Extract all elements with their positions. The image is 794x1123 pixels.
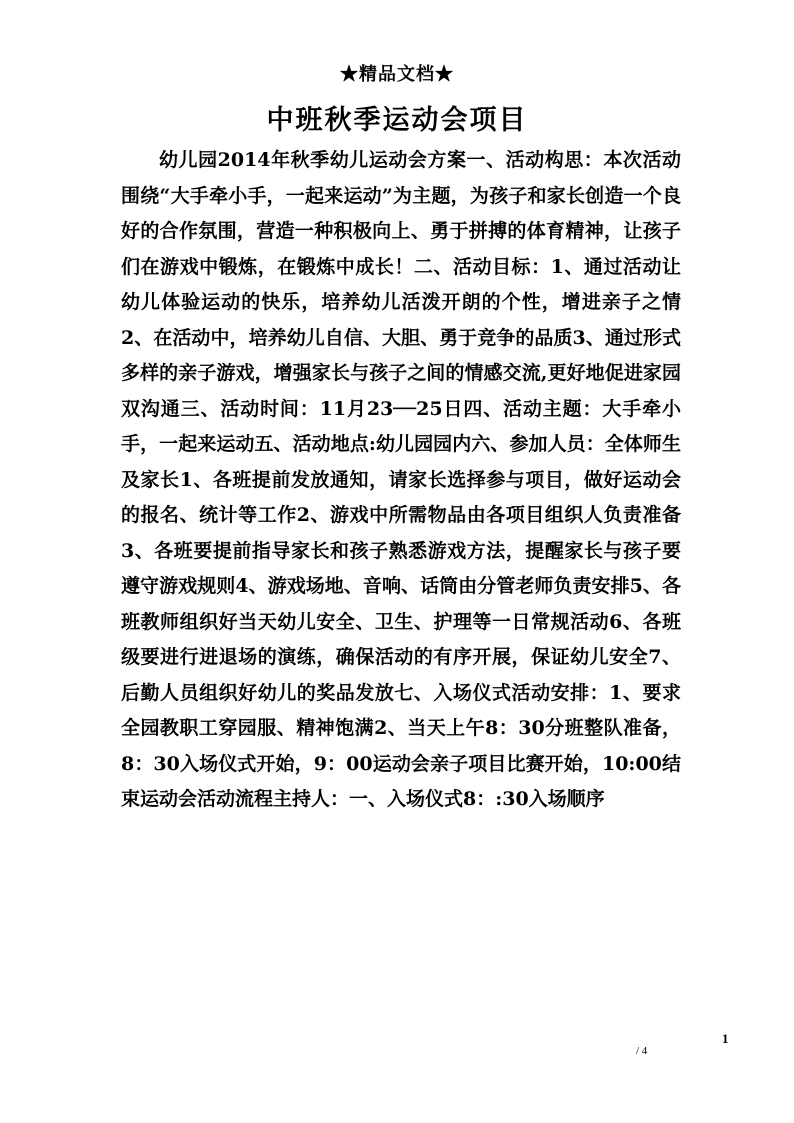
document-body: 幼儿园2014年秋季幼儿运动会方案一、活动构思：本次活动围绕“大手牵小手，一起来运动”为主题，为孩子和家长创造一个良好的合作氛围，营造一种积极向上、勇于拼搏的体育精神，让孩子们在游戏中锻炼，在锻炼中成长！二、活动目标：1、通过活动让幼儿体验运动的快乐，培养幼儿活泼开朗的个性，增进亲子之情2、在活动中，培养幼儿自信、大胆、勇于竞争的品质3、通过形式多样的亲子游戏，增强家长与孩子之间的情感交流,更好地促进家园双沟通三、活动时间：11月23──25日四、活动主题：大手牵小手，一起来运动五、活动地点:幼儿园园内六、参加人员：全体师生及家长1、各班提前发放通知，请家长选择参与项目，做好运动会的报名、统计等工作2、游戏中所需物品由各项目组织人负责准备3、各班要提前指导家长和孩子熟悉游戏方法，提醒家长与孩子要遵守游戏规则4、游戏场地、音响、话筒由分管老师负责安排5、各班教师组织好当天幼儿安全、卫生、护理等一日常规活动6、各班级要进行进退场的演练，确保活动的有序开展，保证幼儿安全7、后勤人员组织好幼儿的奖品发放七、入场仪式活动安排：1、要求全园教职工穿园服、精神饱满2、当天上午8：30分班整队准备，8：30入场仪式开始，9：00运动会亲子项目比赛开始，10:00结束运动会活动流程主持人：一、入场仪式8：:30入场顺序: [121, 149, 681, 810]
document-title: 中班秋季运动会项目: [266, 105, 528, 136]
document-header: ★精品文档★: [340, 64, 454, 85]
page-count: / 4: [636, 1045, 648, 1057]
page-number: 1: [722, 1031, 729, 1046]
